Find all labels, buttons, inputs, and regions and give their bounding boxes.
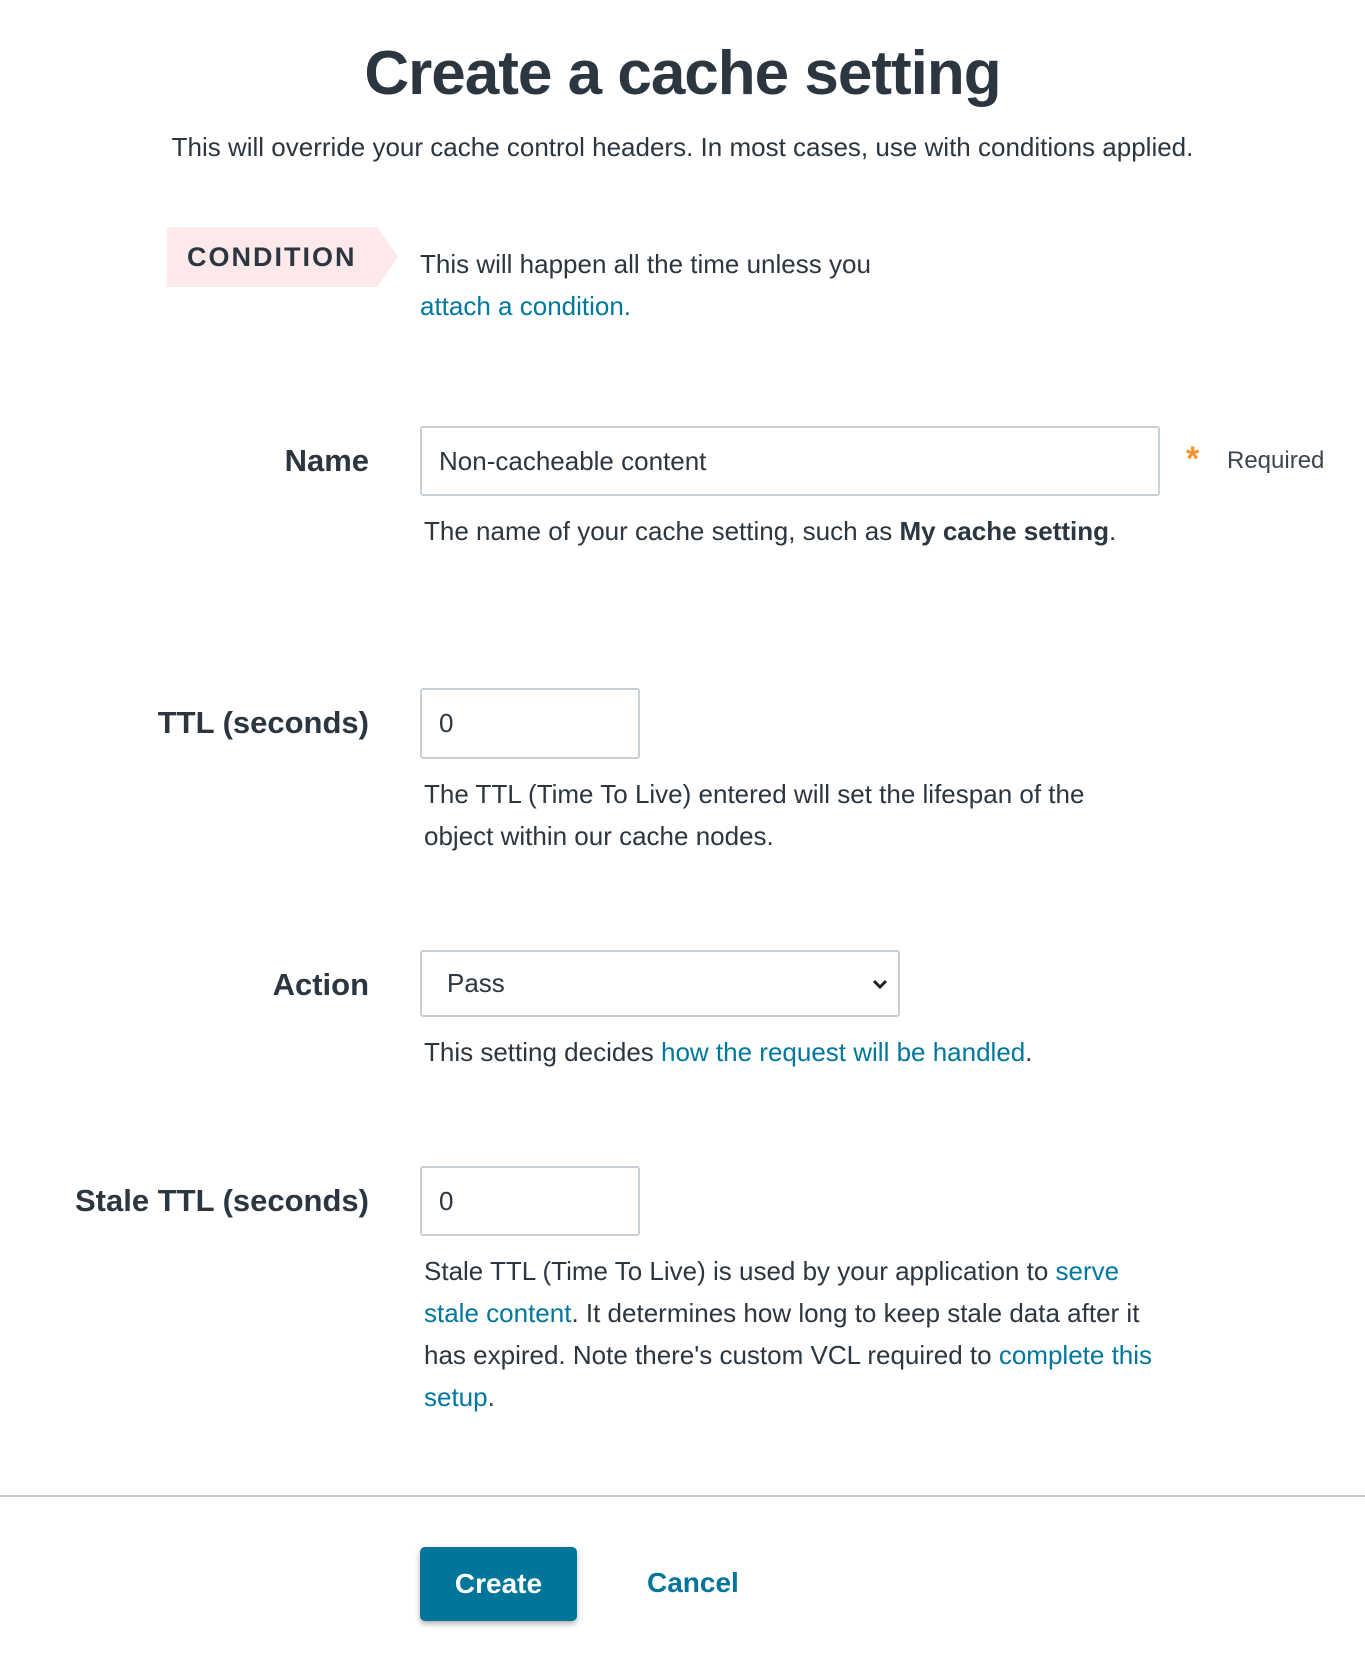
condition-text bbox=[420, 243, 980, 327]
name-help-example: My cache setting bbox=[899, 516, 1109, 546]
action-select[interactable] bbox=[420, 950, 900, 1017]
stale-ttl-help bbox=[424, 1250, 1164, 1418]
ttl-label: TTL (seconds) bbox=[157, 705, 369, 740]
ttl-help: The TTL (Time To Live) entered will set the lifespan of the object within our cache nodes. bbox=[424, 779, 1085, 851]
action-selected-value: Pass bbox=[447, 968, 505, 998]
name-help-text: The name of your cache setting, such as bbox=[424, 516, 900, 546]
action-help-text: This setting decides bbox=[424, 1037, 662, 1067]
cancel-button[interactable]: Cancel bbox=[647, 1567, 739, 1598]
name-help bbox=[424, 510, 1124, 552]
name-input[interactable] bbox=[420, 426, 1160, 496]
stale-ttl-input[interactable] bbox=[420, 1166, 640, 1236]
condition-badge bbox=[167, 227, 398, 287]
stale-help-text: Stale TTL (Time To Live) is used by your application to bbox=[424, 1256, 1056, 1286]
action-help-period: . bbox=[1025, 1037, 1033, 1067]
complete-setup-link[interactable]: complete this setup bbox=[424, 1340, 1153, 1412]
required-asterisk-icon: * bbox=[1186, 440, 1200, 478]
condition-description: This will happen all the time unless you bbox=[420, 249, 871, 279]
serve-stale-content-link[interactable]: serve stale content bbox=[424, 1256, 1120, 1328]
name-label: Name bbox=[284, 443, 369, 478]
page-title: Create a cache setting bbox=[364, 39, 1001, 108]
divider bbox=[0, 1495, 1365, 1497]
chevron-down-icon bbox=[872, 978, 888, 990]
required-label: Required bbox=[1227, 447, 1325, 474]
action-help bbox=[424, 1031, 1224, 1073]
condition-badge-label: CONDITION bbox=[187, 242, 357, 272]
page-subtitle: This will override your cache control headers. In most cases, use with conditions applied. bbox=[171, 132, 1194, 162]
name-help-period: . bbox=[1109, 516, 1117, 546]
attach-condition-link[interactable]: attach a condition. bbox=[420, 291, 632, 321]
ttl-input[interactable] bbox=[420, 688, 640, 759]
stale-help-period: . bbox=[487, 1382, 495, 1412]
action-label: Action bbox=[272, 967, 369, 1002]
stale-help-text-2: . It determines how long to keep stale data after it has expired. Note there's custom VCL required to bbox=[424, 1298, 1140, 1370]
request-handling-link[interactable]: how the request will be handled bbox=[661, 1037, 1026, 1067]
create-button[interactable]: Create bbox=[420, 1547, 577, 1621]
stale-ttl-label: Stale TTL (seconds) bbox=[75, 1183, 369, 1218]
